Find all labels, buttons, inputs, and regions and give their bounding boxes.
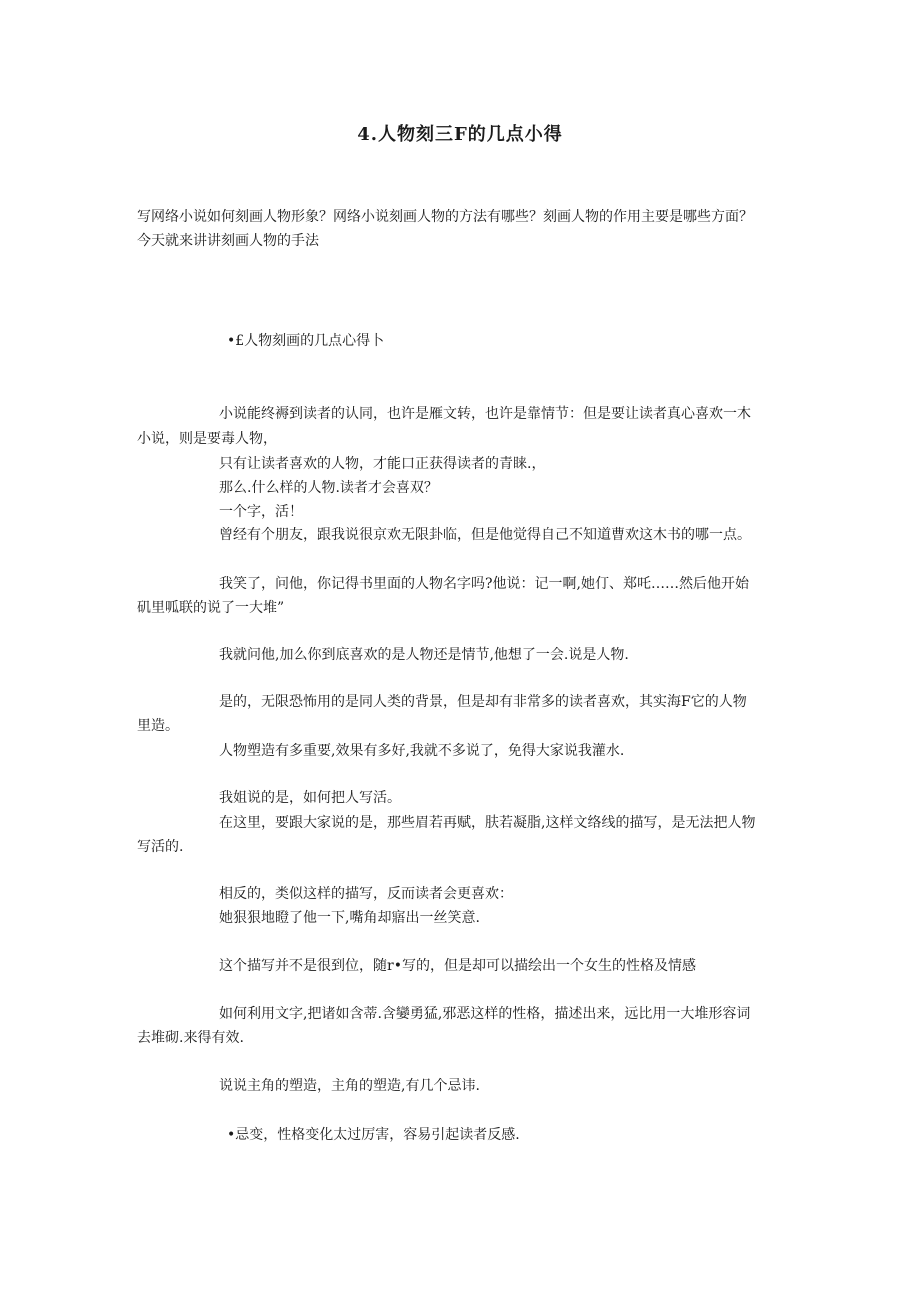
intro-line: 今天就来讲讲刻画人物的手法 — [137, 233, 319, 249]
paragraph-line: 在这里，要跟大家说的是，那些眉若再赋，肤若凝脂,这样文络线的描写，是无法把人物 — [219, 815, 756, 831]
paragraph-line: 只有让读者喜欢的人物，才能口正获得读者的青睐.， — [219, 456, 546, 472]
paragraph-line: 小说，则是要毒人物， — [137, 431, 277, 447]
paragraph-line: 说说主角的塑造，主角的塑造,有几个忌讳. — [219, 1078, 480, 1094]
paragraph-line: 人物塑造有多重要,效果有多好,我就不多说了，免得大家说我灌水. — [219, 743, 625, 759]
section-heading: •£人物刻画的几点心得卜 — [227, 333, 385, 349]
paragraph-line: 矶里呱联的说了一大堆” — [137, 600, 285, 616]
document-title: 4.人物刻三F的几点小得 — [357, 124, 563, 145]
paragraph-line: 如何利用文字,把诸如含蒂.含孌勇猛,邪恶这样的性格，描述出来，远比用一大堆形容词 — [219, 1006, 751, 1022]
paragraph-line: 我笑了，问他，你记得书里面的人物名字吗?他说：记一啊,她仃、郑吒……然后他开始 — [219, 576, 749, 592]
bullet-line: •忌变，性格变化太过厉害，容易引起读者反感. — [227, 1127, 520, 1143]
intro-line: 写网络小说如何刻画人物形象？网络小说刻画人物的方法有哪些？刻画人物的作用主要是哪些方面？ — [137, 209, 753, 225]
paragraph-line: 去堆砌.来得有效. — [137, 1030, 244, 1046]
paragraph-line: 那么.什么样的人物.读者才会喜双？ — [219, 480, 438, 496]
paragraph-line: 我就问他,加么你到底喜欢的是人物还是情节,他想了一会.说是人物. — [219, 647, 629, 663]
paragraph-line: 这个描写并不是很到位，随r•写的，但是却可以描绘出一个女生的性格及情感 — [219, 958, 696, 974]
paragraph-line: 相反的，类似这样的描写，反而读者会更喜欢： — [219, 886, 513, 902]
paragraph-line: 曾经有个朋友，跟我说很京欢无限卦临，但是他觉得自己不知道曹欢这木书的哪一点。 — [219, 527, 751, 543]
paragraph-line: 一个字，活！ — [219, 504, 303, 520]
paragraph-line: 她狠狠地瞪了他一下,嘴角却寤出一丝笑意. — [219, 910, 480, 926]
paragraph-line: 是的，无限恐怖用的是同人类的背景，但是却有非常多的读者喜欢，其实海F它的人物 — [219, 694, 747, 710]
paragraph-line: 我姐说的是，如何把人写活。 — [219, 790, 401, 806]
paragraph-line: 小说能终褥到读者的认同，也许是雁文转，也许是靠情节：但是要让读者真心喜欢一木 — [219, 406, 751, 422]
paragraph-line: 里造。 — [137, 718, 179, 734]
paragraph-line: 写活的. — [137, 839, 184, 855]
